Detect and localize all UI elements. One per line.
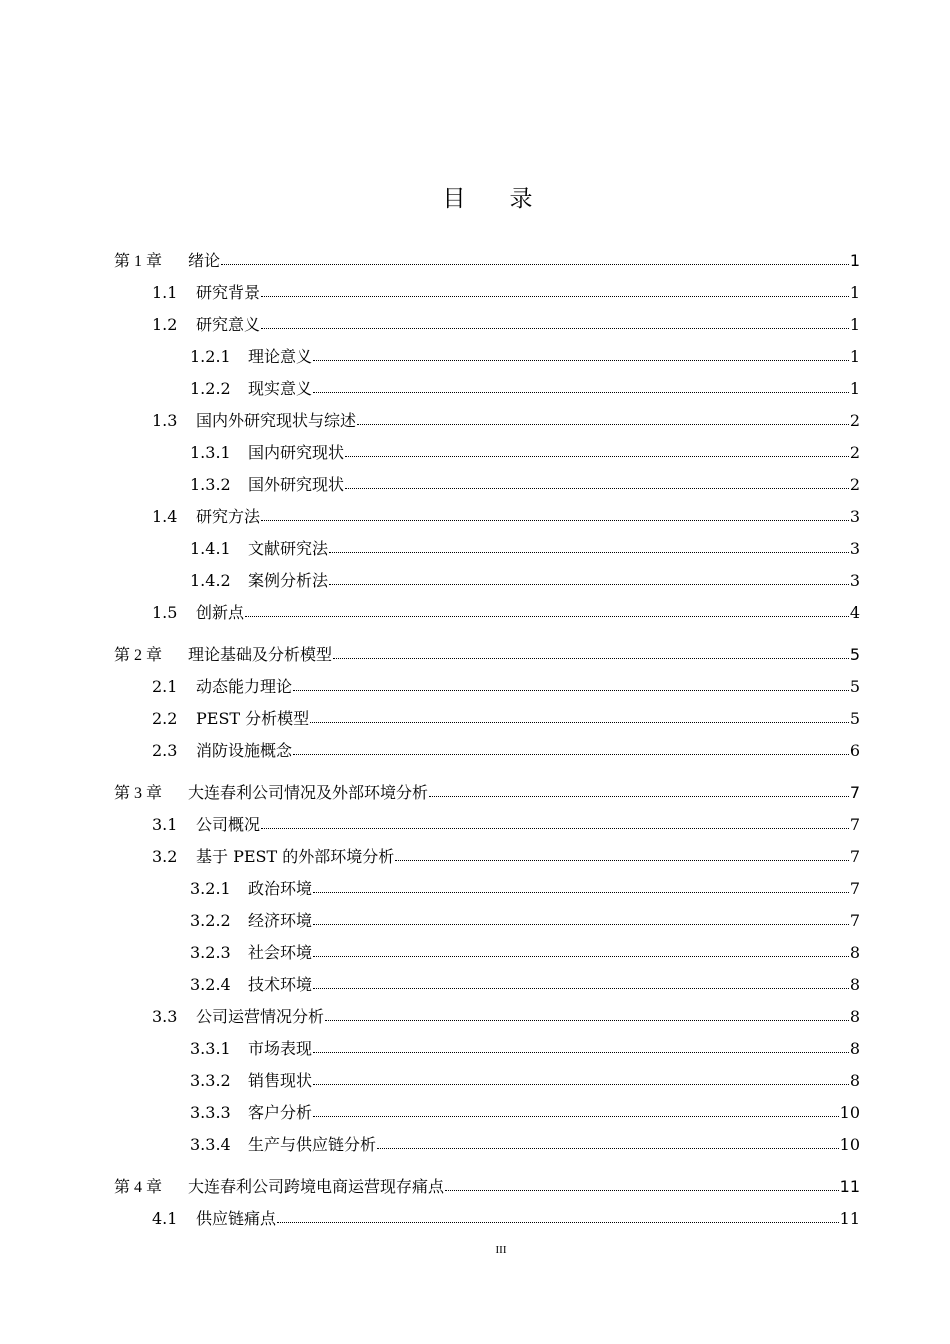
toc-entry-number: 3.3 <box>152 1007 178 1026</box>
toc-entry-title: 大连春利公司情况及外部环境分析 <box>188 783 429 802</box>
toc-entry-title: 研究方法 <box>196 507 261 526</box>
toc-entry[interactable] <box>152 313 860 335</box>
toc-entry-page: 6 <box>849 741 860 760</box>
toc-entry-number: 3.2 <box>152 847 178 866</box>
toc-entry-title: 动态能力理论 <box>196 677 293 696</box>
toc-entry-title: 销售现状 <box>248 1071 313 1090</box>
toc-leader-dots <box>313 1036 849 1053</box>
toc-entry-number: 3.2.4 <box>190 975 231 994</box>
toc-entry-number: 3.2.3 <box>190 943 231 962</box>
toc-entry-page: 4 <box>849 603 860 622</box>
toc-leader-dots <box>261 312 849 329</box>
toc-entry-number: 1.2 <box>152 315 178 334</box>
toc-entry-number: 第 3 章 <box>114 785 163 802</box>
toc-leader-dots <box>277 1206 839 1223</box>
toc-entry-number: 2.1 <box>152 677 178 696</box>
toc-leader-dots <box>221 248 849 265</box>
toc-entry-page: 11 <box>839 1177 860 1196</box>
toc-entry-title: 绪论 <box>188 251 221 270</box>
toc-leader-dots <box>293 674 849 691</box>
toc-leader-dots <box>325 1004 849 1021</box>
toc-entry[interactable] <box>190 973 860 995</box>
toc-leader-dots <box>313 1068 849 1085</box>
toc-leader-dots <box>429 780 849 797</box>
toc-entry-title: 大连春利公司跨境电商运营现存痛点 <box>188 1177 445 1196</box>
toc-entry-number: 第 4 章 <box>114 1179 163 1196</box>
toc-entry-title: 公司运营情况分析 <box>196 1007 325 1026</box>
toc-entry[interactable] <box>190 1101 860 1123</box>
toc-leader-dots <box>357 408 849 425</box>
toc-entry[interactable] <box>190 569 860 591</box>
toc-entry-title: 理论意义 <box>248 347 313 366</box>
toc-entry-title: 基于 PEST 的外部环境分析 <box>196 847 395 866</box>
toc-entry-title: 创新点 <box>196 603 245 622</box>
toc-title <box>0 180 950 213</box>
toc-entry-title: 供应链痛点 <box>196 1209 277 1228</box>
toc-leader-dots <box>313 940 849 957</box>
toc-leader-dots <box>345 440 849 457</box>
toc-entry-number: 3.3.3 <box>190 1103 231 1122</box>
toc-entry[interactable] <box>114 781 860 803</box>
toc-entry-number: 3.2.2 <box>190 911 231 930</box>
toc-entry-title: 案例分析法 <box>248 571 329 590</box>
toc-entry-page: 7 <box>849 815 860 834</box>
toc-entry-number: 4.1 <box>152 1209 178 1228</box>
toc-leader-dots <box>313 376 849 393</box>
toc-entry-title: 政治环境 <box>248 879 313 898</box>
toc-entry[interactable] <box>114 249 860 271</box>
toc-entry-title: 技术环境 <box>248 975 313 994</box>
toc-entry[interactable] <box>152 739 860 761</box>
toc-entry-page: 1 <box>849 315 860 334</box>
toc-entry[interactable] <box>152 813 860 835</box>
toc-entry-page: 2 <box>849 475 860 494</box>
toc-entry-title: 研究背景 <box>196 283 261 302</box>
toc-entry-title: 国内研究现状 <box>248 443 345 462</box>
toc-entry-page: 1 <box>849 251 860 270</box>
toc-entry-title: 国外研究现状 <box>248 475 345 494</box>
toc-entry-number: 1.1 <box>152 283 178 302</box>
toc-entry[interactable] <box>190 877 860 899</box>
toc-entry[interactable] <box>190 909 860 931</box>
toc-entry-page: 8 <box>849 975 860 994</box>
toc-entry-page: 8 <box>849 1071 860 1090</box>
title-char-2: 录 <box>509 186 533 212</box>
toc-leader-dots <box>395 844 849 861</box>
toc-entry[interactable] <box>190 537 860 559</box>
toc-entry-number: 3.3.4 <box>190 1135 231 1154</box>
toc-entry-number: 1.2.2 <box>190 379 231 398</box>
toc-entry[interactable] <box>152 409 860 431</box>
toc-entry-number: 1.4 <box>152 507 178 526</box>
toc-entry[interactable] <box>190 1133 860 1155</box>
toc-entry-number: 3.3.2 <box>190 1071 231 1090</box>
toc-leader-dots <box>329 536 849 553</box>
toc-entry-number: 3.1 <box>152 815 178 834</box>
toc-entry-page: 7 <box>849 879 860 898</box>
toc-entry[interactable] <box>152 505 860 527</box>
toc-entry-title: 消防设施概念 <box>196 741 293 760</box>
toc-entry-title: 研究意义 <box>196 315 261 334</box>
page-number: III <box>495 1244 507 1256</box>
toc-entry-number: 2.2 <box>152 709 178 728</box>
toc-entry-title: 理论基础及分析模型 <box>188 645 333 664</box>
toc-entry-page: 8 <box>849 1007 860 1026</box>
toc-leader-dots <box>313 344 849 361</box>
toc-leader-dots <box>313 1100 839 1117</box>
toc-entry[interactable] <box>152 675 860 697</box>
toc-entry-number: 3.3.1 <box>190 1039 231 1058</box>
toc-leader-dots <box>261 504 849 521</box>
toc-entry[interactable] <box>190 1037 860 1059</box>
toc-entry-page: 2 <box>849 411 860 430</box>
toc-entry[interactable] <box>190 473 860 495</box>
toc-leader-dots <box>333 642 849 659</box>
toc-entry[interactable] <box>152 1005 860 1027</box>
toc-entry[interactable] <box>152 281 860 303</box>
toc-entry-page: 11 <box>839 1209 860 1228</box>
toc-entry-number: 1.5 <box>152 603 178 622</box>
toc-leader-dots <box>293 738 849 755</box>
toc-entry-page: 10 <box>839 1103 860 1122</box>
toc-entry-number: 1.4.2 <box>190 571 231 590</box>
toc-entry-title: 公司概况 <box>196 815 261 834</box>
toc-entry-number: 1.4.1 <box>190 539 231 558</box>
toc-entry-page: 3 <box>849 571 860 590</box>
toc-entry-page: 1 <box>849 347 860 366</box>
toc-entry-number: 1.2.1 <box>190 347 231 366</box>
toc-entry-page: 3 <box>849 539 860 558</box>
toc-entry-number: 第 1 章 <box>114 253 163 270</box>
toc-entry-page: 8 <box>849 1039 860 1058</box>
toc-entry[interactable] <box>114 643 860 665</box>
toc-entry-page: 3 <box>849 507 860 526</box>
toc-entry-page: 10 <box>839 1135 860 1154</box>
toc-entry-page: 7 <box>849 783 860 802</box>
toc-entry[interactable] <box>190 941 860 963</box>
toc-entry-number: 3.2.1 <box>190 879 231 898</box>
toc-entry-number: 第 2 章 <box>114 647 163 664</box>
toc-entry-number: 1.3.2 <box>190 475 231 494</box>
toc-leader-dots <box>345 472 849 489</box>
toc-entry-title: 客户分析 <box>248 1103 313 1122</box>
toc-leader-dots <box>445 1174 839 1191</box>
toc-entry-title: 生产与供应链分析 <box>248 1135 377 1154</box>
toc-entry[interactable] <box>152 845 860 867</box>
toc-entry-title: 经济环境 <box>248 911 313 930</box>
toc-entry-number: 2.3 <box>152 741 178 760</box>
toc-entry-title: 文献研究法 <box>248 539 329 558</box>
toc-entry-page: 7 <box>849 911 860 930</box>
toc-leader-dots <box>313 972 849 989</box>
toc-entry-number: 1.3 <box>152 411 178 430</box>
toc-leader-dots <box>313 908 849 925</box>
toc-leader-dots <box>313 876 849 893</box>
toc-entry-title: 市场表现 <box>248 1039 313 1058</box>
title-char-1: 目 <box>442 186 466 212</box>
toc-entry-page: 1 <box>849 283 860 302</box>
toc-entry-page: 5 <box>849 645 860 664</box>
toc-leader-dots <box>310 706 849 723</box>
toc-entry-page: 2 <box>849 443 860 462</box>
toc-leader-dots <box>261 812 849 829</box>
toc-entry[interactable] <box>190 345 860 367</box>
toc-entry[interactable] <box>190 441 860 463</box>
toc-entry[interactable] <box>152 1207 860 1229</box>
toc-leader-dots <box>329 568 849 585</box>
toc-entry-title: 现实意义 <box>248 379 313 398</box>
toc-leader-dots <box>261 280 849 297</box>
toc-entry[interactable] <box>114 1175 860 1197</box>
toc-entry[interactable] <box>190 1069 860 1091</box>
toc-entry[interactable] <box>152 707 860 729</box>
toc-entry[interactable] <box>152 601 860 623</box>
toc-entry-title: 社会环境 <box>248 943 313 962</box>
toc-entry-page: 5 <box>849 677 860 696</box>
toc-entry-page: 1 <box>849 379 860 398</box>
toc-entry-title: PEST 分析模型 <box>196 709 310 728</box>
toc-entry-title: 国内外研究现状与综述 <box>196 411 357 430</box>
toc-entry-page: 5 <box>849 709 860 728</box>
toc-leader-dots <box>377 1132 839 1149</box>
toc-entry[interactable] <box>190 377 860 399</box>
toc-entry-page: 8 <box>849 943 860 962</box>
toc-leader-dots <box>245 600 849 617</box>
toc-entry-page: 7 <box>849 847 860 866</box>
toc-entry-number: 1.3.1 <box>190 443 231 462</box>
